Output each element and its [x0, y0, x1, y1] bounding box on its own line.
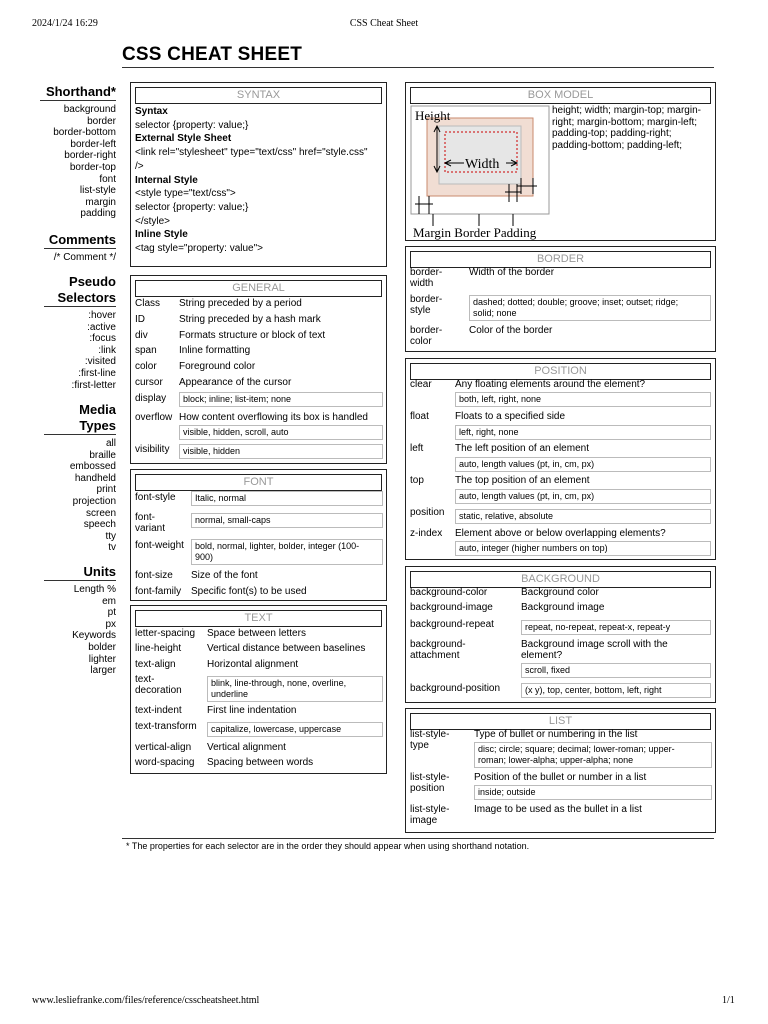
text-section	[130, 605, 387, 774]
boxmodel-desc	[552, 105, 701, 151]
sidebar-shorthand-item: border-bottom	[53, 127, 116, 139]
list-values	[474, 742, 712, 768]
boxmodel-desc-line: right; margin-bottom; margin-left;	[552, 116, 698, 128]
sidebar-media	[44, 402, 116, 554]
list-key: list-style-	[410, 772, 450, 783]
sidebar-media-item: print	[96, 484, 116, 496]
syntax-line: External Style Sheet	[135, 133, 232, 145]
text-desc: Horizontal alignment	[207, 659, 299, 670]
media-heading-2: Types	[79, 418, 116, 433]
background-value-line: (x y), top, center, bottom, left, right	[525, 685, 662, 695]
boxmodel-header: BOX MODEL	[410, 87, 711, 104]
boxmodel-section	[405, 82, 716, 241]
background-values	[521, 683, 711, 698]
sidebar-units-item: bolder	[88, 641, 116, 653]
box-model-diagram	[409, 104, 552, 240]
background-key: background-	[410, 639, 466, 650]
sidebar-shorthand-item: padding	[80, 208, 116, 220]
position-desc: The left position of an element	[455, 443, 589, 454]
text-key: text-align	[135, 659, 176, 670]
boxmodel-desc-line: padding-top; padding-right;	[552, 128, 672, 140]
sidebar-media-item: screen	[85, 507, 116, 519]
general-desc: Appearance of the cursor	[179, 377, 292, 388]
syntax-line: <tag style="property: value">	[135, 243, 264, 255]
pseudo-heading-2: Selectors	[57, 290, 116, 305]
sidebar-comments-item: /* Comment */	[53, 252, 116, 263]
sidebar-units-item: pt	[107, 607, 116, 619]
background-header: BACKGROUND	[410, 571, 711, 588]
list-desc: Image to be used as the bullet in a list	[474, 804, 642, 815]
background-value-line: repeat, no-repeat, repeat-x, repeat-y	[525, 622, 671, 632]
print-datetime: 2024/1/24 16:29	[32, 18, 98, 29]
boxmodel-desc-line: padding-bottom; padding-left;	[552, 139, 683, 151]
position-key: float	[410, 411, 429, 422]
position-desc: The top position of an element	[455, 475, 590, 486]
border-value-line: solid; none	[473, 308, 517, 318]
sidebar-shorthand-item: border-left	[70, 138, 116, 150]
units-rule	[44, 580, 116, 581]
background-key: background-color	[410, 587, 488, 598]
media-rule	[44, 434, 116, 435]
position-desc: Floats to a specified side	[455, 411, 566, 422]
list-key: type	[410, 740, 429, 751]
font-desc: Specific font(s) to be used	[191, 586, 307, 597]
text-key: text-transform	[135, 721, 197, 732]
position-value-line: left, right, none	[459, 427, 519, 437]
sidebar-pseudo-item: :visited	[84, 356, 116, 368]
print-url: www.lesliefranke.com/files/reference/csscheatsheet.html	[32, 995, 260, 1006]
list-header: LIST	[410, 713, 711, 730]
background-values	[521, 663, 711, 678]
sidebar-comments	[44, 232, 116, 264]
syntax-line: />	[135, 160, 144, 172]
syntax-line: </style>	[135, 215, 171, 227]
sidebar-shorthand-item: list-style	[79, 185, 116, 197]
comments-rule	[44, 248, 116, 249]
sidebar-shorthand-item: border-top	[69, 161, 116, 173]
general-desc: String preceded by a period	[179, 298, 302, 309]
font-values	[191, 513, 383, 528]
sidebar-media-item: tty	[105, 530, 116, 542]
font-key: font-	[135, 512, 156, 523]
general-value-line: block; inline; list-item; none	[183, 394, 292, 404]
height-label: Height	[415, 108, 451, 123]
comments-list	[44, 252, 116, 264]
sidebar-units-item: Length %	[73, 584, 116, 595]
units-heading: Units	[83, 564, 116, 579]
boxmodel-desc-line: height; width; margin-top; margin-	[552, 105, 701, 116]
position-value-line: static, relative, absolute	[459, 511, 554, 521]
background-desc: Background image scroll with the	[521, 639, 668, 650]
general-key: ID	[135, 314, 145, 325]
box-legend: Margin Border Padding	[413, 225, 537, 240]
font-values	[191, 539, 383, 565]
title-divider	[122, 67, 714, 68]
position-values	[455, 392, 711, 407]
position-key: clear	[410, 379, 432, 390]
text-key: text-indent	[135, 705, 182, 716]
sidebar-pseudo-item: :focus	[89, 333, 116, 345]
position-header: POSITION	[410, 363, 711, 380]
syntax-line: Internal Style	[135, 174, 198, 186]
font-value-line: bold, normal, lighter, bolder, integer (100-	[195, 541, 360, 551]
background-values	[521, 620, 711, 635]
general-desc: Inline formatting	[179, 345, 251, 356]
list-section	[405, 708, 716, 833]
position-key: position	[410, 507, 445, 518]
footnote-divider	[122, 838, 714, 839]
text-values	[207, 676, 383, 702]
sidebar-media-item: embossed	[69, 461, 116, 473]
list-values	[474, 785, 712, 800]
general-key: div	[135, 330, 148, 341]
border-desc: Color of the border	[469, 325, 553, 336]
sidebar-pseudo-item: :first-letter	[71, 379, 116, 391]
font-value-line: Italic, normal	[195, 493, 247, 503]
position-values	[455, 457, 711, 472]
border-key: style	[410, 305, 431, 316]
sidebar-pseudo	[44, 274, 116, 391]
shorthand-rule	[40, 100, 116, 101]
general-value-line: visible, hidden, scroll, auto	[183, 427, 289, 437]
border-desc: Width of the border	[469, 267, 555, 278]
font-header: FONT	[135, 474, 382, 491]
position-value-line: both, left, right, none	[459, 394, 542, 404]
syntax-line: <link rel="stylesheet" type="text/css" href="style.css"	[135, 147, 368, 159]
sidebar-pseudo-item: :active	[87, 321, 116, 333]
sidebar-media-item: all	[105, 438, 116, 449]
text-value-line: underline	[211, 689, 249, 699]
syntax-line: <style type="text/css">	[135, 188, 236, 200]
sidebar-pseudo-item: :hover	[88, 310, 116, 321]
list-key: list-style-	[410, 729, 450, 740]
position-key: z-index	[410, 528, 443, 539]
units-list	[44, 584, 116, 677]
sidebar-units	[44, 564, 116, 677]
list-value-line: inside; outside	[478, 787, 536, 797]
position-desc: Element above or below overlapping elements?	[455, 528, 666, 539]
media-list	[44, 438, 116, 554]
border-key: width	[410, 278, 434, 289]
font-key: font-family	[135, 586, 182, 597]
sidebar-shorthand-item: border-right	[64, 150, 116, 162]
border-key: color	[410, 336, 432, 347]
general-values	[179, 392, 383, 407]
background-section	[405, 566, 716, 703]
general-desc: Formats structure or block of text	[179, 330, 326, 341]
background-key: background-repeat	[410, 619, 494, 630]
general-key: span	[135, 345, 157, 356]
background-key: background-image	[410, 602, 493, 613]
pseudo-list	[44, 310, 116, 391]
position-section	[405, 358, 716, 560]
general-value-line: visible, hidden	[183, 446, 241, 456]
font-value-line: normal, small-caps	[195, 515, 271, 525]
font-key: variant	[135, 523, 166, 534]
general-key: overflow	[135, 412, 173, 423]
text-desc: Vertical alignment	[207, 742, 286, 753]
general-key: display	[135, 393, 167, 404]
text-value-line: blink, line-through, none, overline,	[211, 678, 347, 688]
shorthand-list	[40, 104, 116, 220]
position-values	[455, 489, 711, 504]
sidebar-media-item: speech	[83, 519, 116, 531]
text-desc: Spacing between words	[207, 757, 314, 768]
syntax-line: selector {property: value;}	[135, 119, 249, 131]
position-values	[455, 509, 711, 524]
general-desc: String preceded by a hash mark	[179, 314, 321, 325]
footnote: * The properties for each selector are in the order they should appear when using shorthand notation.	[126, 841, 530, 851]
background-desc: Background image	[521, 602, 605, 613]
background-desc: element?	[521, 650, 563, 661]
sidebar-shorthand-item: margin	[85, 196, 116, 208]
text-key: line-height	[135, 643, 182, 654]
syntax-section	[130, 82, 387, 267]
list-key: position	[410, 783, 445, 794]
font-value-line: 900)	[195, 552, 214, 562]
text-key: word-spacing	[135, 757, 195, 768]
position-value-line: auto, length values (pt, in, cm, px)	[459, 491, 595, 501]
text-key: letter-spacing	[135, 628, 196, 639]
sidebar-media-item: projection	[72, 495, 116, 507]
general-key: visibility	[135, 444, 170, 455]
general-values	[179, 425, 383, 440]
general-key: color	[135, 361, 157, 372]
text-value-line: capitalize, lowercase, uppercase	[211, 724, 342, 734]
font-key: font-weight	[135, 540, 184, 551]
font-key: font-size	[135, 570, 173, 581]
general-header: GENERAL	[135, 280, 382, 297]
text-values	[207, 722, 383, 737]
list-desc: Position of the bullet or number in a list	[474, 772, 647, 783]
text-desc: Vertical distance between baselines	[207, 643, 366, 654]
width-label: Width	[465, 157, 500, 172]
syntax-line: selector {property: value;}	[135, 201, 249, 213]
sidebar-pseudo-item: :link	[98, 344, 116, 356]
sidebar-media-item: handheld	[74, 472, 116, 484]
text-desc: Space between letters	[207, 628, 306, 639]
position-key: left	[410, 443, 424, 454]
general-desc: Foreground color	[179, 361, 256, 372]
border-value-line: dashed; dotted; double; groove; inset; outset; ridge;	[473, 297, 679, 307]
shorthand-heading: Shorthand*	[45, 84, 116, 99]
position-values	[455, 541, 711, 556]
general-desc: How content overflowing its box is handled	[179, 412, 368, 423]
position-value-line: auto, length values (pt, in, cm, px)	[459, 459, 595, 469]
text-desc: First line indentation	[207, 705, 297, 716]
position-key: top	[410, 475, 424, 486]
sidebar-shorthand-item: font	[99, 173, 116, 185]
sidebar-shorthand-item: background	[63, 104, 116, 115]
border-section	[405, 246, 716, 352]
border-values	[469, 295, 711, 321]
print-doc-title: CSS Cheat Sheet	[349, 18, 419, 29]
sidebar-units-item: Keywords	[72, 630, 116, 642]
sidebar-pseudo-item: :first-line	[78, 367, 116, 379]
syntax-line: Inline Style	[135, 229, 188, 241]
comments-heading: Comments	[48, 232, 116, 247]
border-key: border-	[410, 294, 443, 305]
sidebar-units-item: larger	[90, 665, 116, 677]
sidebar-units-item: em	[102, 595, 116, 607]
sidebar-units-item: lighter	[88, 653, 116, 665]
sidebar-units-item: px	[105, 618, 116, 630]
media-heading-1: Media	[79, 402, 116, 417]
general-key: Class	[135, 298, 161, 309]
position-desc: Any floating elements around the element?	[455, 379, 646, 390]
border-header: BORDER	[410, 251, 711, 268]
sidebar-shorthand	[40, 84, 116, 220]
sidebar-media-item: tv	[108, 542, 116, 554]
list-value-line: roman; lower-alpha; upper-alpha; none	[478, 755, 634, 765]
list-value-line: disc; circle; square; decimal; lower-roman; upper-	[478, 744, 675, 754]
text-key: decoration	[135, 685, 182, 696]
position-value-line: auto, integer (higher numbers on top)	[459, 543, 608, 553]
general-key: cursor	[135, 377, 163, 388]
syntax-line: Syntax	[135, 106, 168, 117]
sidebar-shorthand-item: border	[87, 115, 116, 127]
text-key: vertical-align	[135, 742, 192, 753]
syntax-header: SYNTAX	[135, 87, 382, 104]
border-key: border-	[410, 325, 443, 336]
list-key: list-style-	[410, 804, 450, 815]
general-section	[130, 275, 387, 464]
border-key: border-	[410, 267, 443, 278]
syntax-lines	[135, 105, 368, 256]
font-values	[191, 491, 383, 506]
list-key: image	[410, 815, 438, 826]
page-title: CSS CHEAT SHEET	[122, 44, 303, 65]
sidebar-media-item: braille	[89, 449, 116, 461]
print-page: 1/1	[722, 995, 735, 1006]
background-value-line: scroll, fixed	[525, 665, 571, 675]
text-key: text-	[135, 674, 155, 685]
general-values	[179, 444, 383, 459]
text-header: TEXT	[135, 610, 382, 627]
background-desc: Background color	[521, 587, 599, 598]
pseudo-rule	[44, 306, 116, 307]
font-key: font-style	[135, 492, 176, 503]
font-section	[130, 469, 387, 601]
list-desc: Type of bullet or numbering in the list	[474, 729, 638, 740]
background-key: background-position	[410, 683, 501, 694]
position-values	[455, 425, 711, 440]
background-key: attachment	[410, 650, 460, 661]
font-desc: Size of the font	[191, 570, 258, 581]
pseudo-heading-1: Pseudo	[69, 274, 116, 289]
